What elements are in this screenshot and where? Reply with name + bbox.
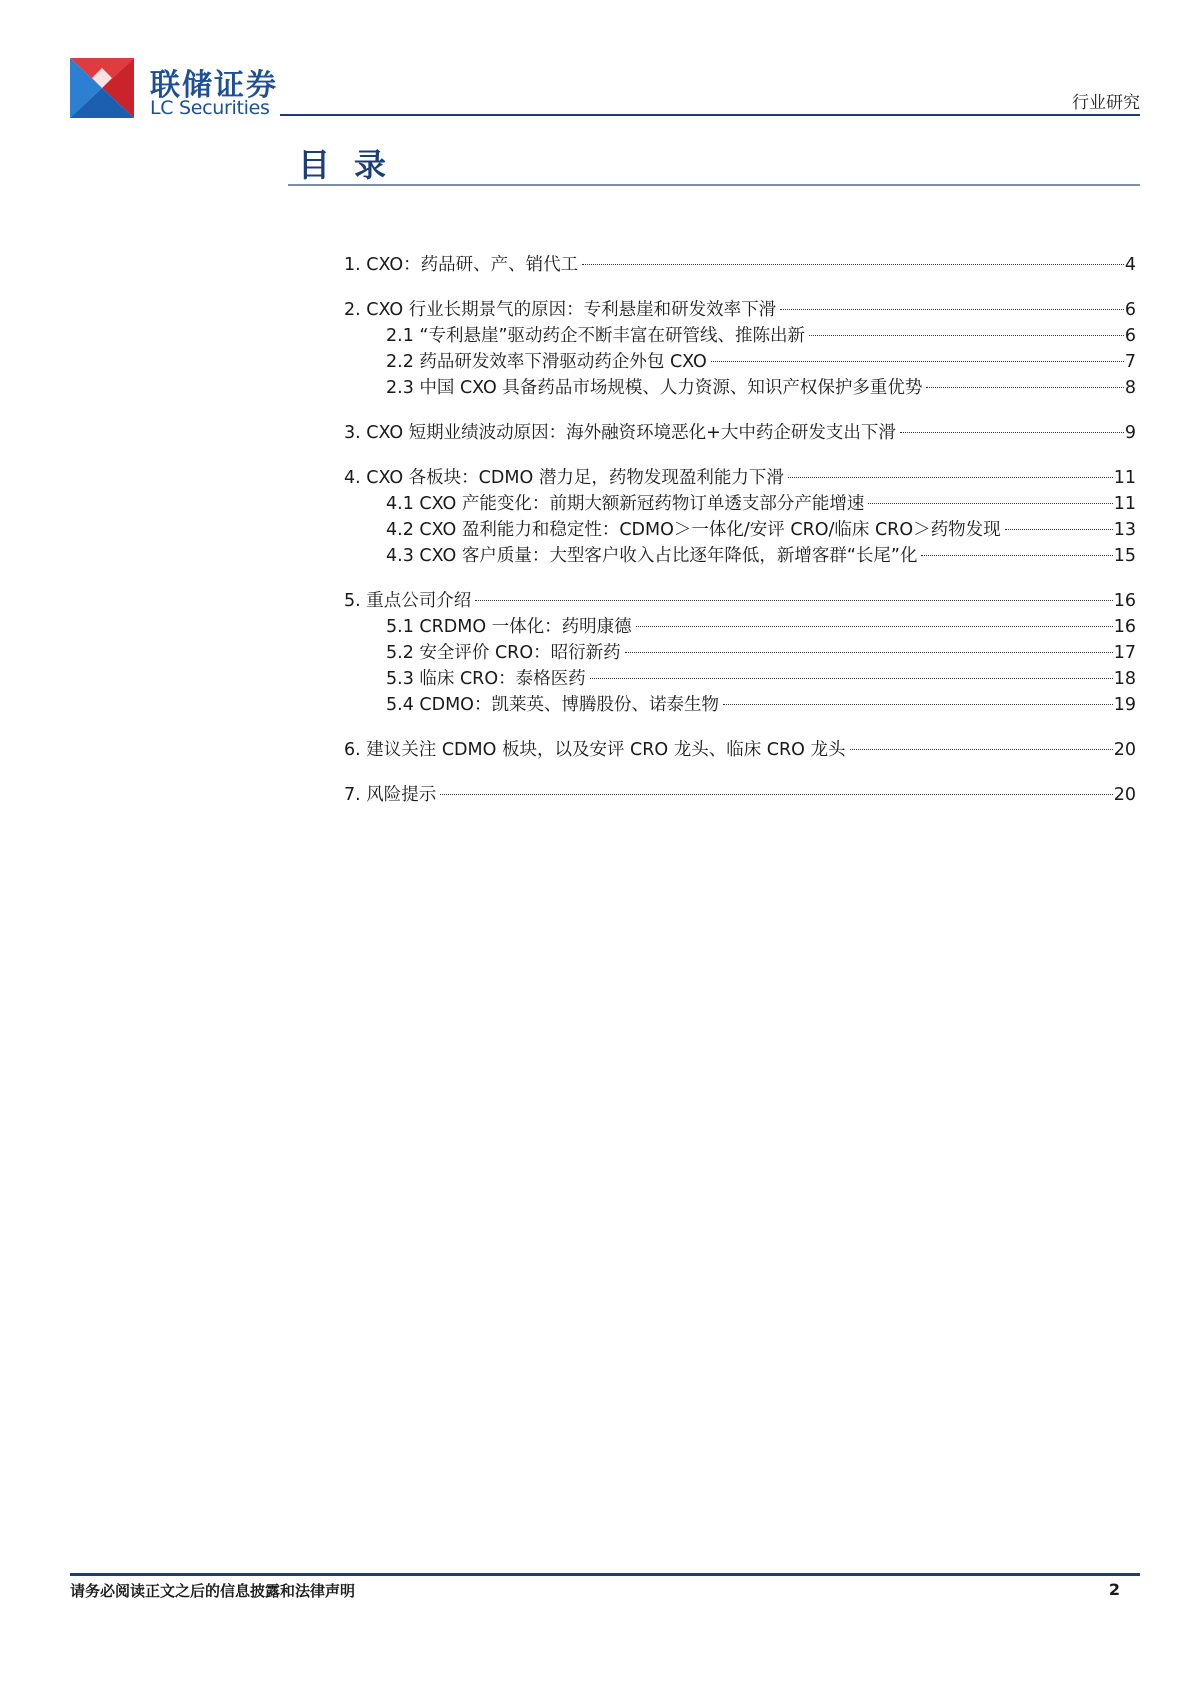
toc-dot-leader xyxy=(850,749,1113,750)
footer-divider xyxy=(70,1573,1140,1576)
toc-entry-title: 5.4 CDMO：凯莱英、博腾股份、诺泰生物 xyxy=(386,695,719,715)
brand-name-en: LC Securities xyxy=(150,97,270,119)
toc-entry-title: 3. CXO 短期业绩波动原因：海外融资环境恶化+大中药企研发支出下滑 xyxy=(344,423,896,443)
toc-entry[interactable] xyxy=(344,349,1136,375)
toc-entry-title: 6. 建议关注 CDMO 板块，以及安评 CRO 龙头、临床 CRO 龙头 xyxy=(344,740,846,760)
toc-entry-title: 2.2 药品研发效率下滑驱动药企外包 CXO xyxy=(386,352,707,372)
toc-dot-leader xyxy=(900,432,1124,433)
header-divider xyxy=(280,114,1140,116)
toc-dot-leader xyxy=(780,309,1124,310)
toc-dot-leader xyxy=(1005,529,1113,530)
toc-entry[interactable] xyxy=(344,640,1136,666)
toc-page-number: 11 xyxy=(1113,468,1136,488)
toc-dot-leader xyxy=(723,704,1113,705)
toc-page-number: 11 xyxy=(1113,494,1136,514)
toc-entry-title: 5.2 安全评价 CRO：昭衍新药 xyxy=(386,643,621,663)
title-divider xyxy=(288,184,1140,186)
toc-dot-leader xyxy=(475,600,1112,601)
toc-entry[interactable] xyxy=(344,465,1136,491)
toc-dot-leader xyxy=(926,387,1123,388)
toc-entry[interactable] xyxy=(344,297,1136,323)
table-of-contents xyxy=(344,252,1136,808)
toc-page-number: 16 xyxy=(1113,617,1136,637)
toc-title: 目录 xyxy=(298,146,411,184)
toc-page-number: 17 xyxy=(1113,643,1136,663)
toc-entry[interactable] xyxy=(344,517,1136,543)
toc-dot-leader xyxy=(921,555,1112,556)
toc-entry-title: 2.1 “专利悬崖”驱动药企不断丰富在研管线、推陈出新 xyxy=(386,326,806,346)
toc-dot-leader xyxy=(590,678,1113,679)
toc-page-number: 7 xyxy=(1124,352,1136,372)
toc-page-number: 20 xyxy=(1113,785,1136,805)
toc-entry-title: 2.3 中国 CXO 具备药品市场规模、人力资源、知识产权保护多重优势 xyxy=(386,378,923,398)
toc-entry-title: 5.1 CRDMO 一体化：药明康德 xyxy=(386,617,632,637)
toc-dot-leader xyxy=(809,335,1124,336)
toc-entry-title: 4.2 CXO 盈利能力和稳定性：CDMO＞一体化/安评 CRO/临床 CRO＞药物发现 xyxy=(386,520,1001,540)
toc-entry[interactable] xyxy=(344,252,1136,278)
page-number: 2 xyxy=(1108,1580,1120,1599)
toc-entry-title: 4.1 CXO 产能变化：前期大额新冠药物订单透支部分产能增速 xyxy=(386,494,865,514)
toc-page-number: 20 xyxy=(1113,740,1136,760)
toc-entry-title: 4.3 CXO 客户质量：大型客户收入占比逐年降低，新增客群“长尾”化 xyxy=(386,546,918,566)
toc-dot-leader xyxy=(582,264,1124,265)
toc-page-number: 15 xyxy=(1113,546,1136,566)
toc-entry[interactable] xyxy=(344,323,1136,349)
lc-securities-logo xyxy=(70,58,134,118)
toc-entry[interactable] xyxy=(344,375,1136,401)
toc-entry[interactable] xyxy=(344,543,1136,569)
toc-entry-title: 4. CXO 各板块：CDMO 潜力足，药物发现盈利能力下滑 xyxy=(344,468,784,488)
toc-page-number: 6 xyxy=(1124,326,1136,346)
footer-disclaimer: 请务必阅读正文之后的信息披露和法律声明 xyxy=(70,1582,356,1600)
report-category: 行业研究 xyxy=(1072,93,1140,113)
toc-page-number: 8 xyxy=(1124,378,1136,398)
toc-dot-leader xyxy=(711,361,1124,362)
toc-dot-leader xyxy=(868,503,1112,504)
toc-page-number: 4 xyxy=(1124,255,1136,275)
toc-entry[interactable] xyxy=(344,614,1136,640)
toc-page-number: 19 xyxy=(1113,695,1136,715)
toc-entry-title: 2. CXO 行业长期景气的原因：专利悬崖和研发效率下滑 xyxy=(344,300,777,320)
toc-entry-title: 5.3 临床 CRO：泰格医药 xyxy=(386,669,586,689)
toc-entry[interactable] xyxy=(344,782,1136,808)
toc-entry[interactable] xyxy=(344,692,1136,718)
toc-entry[interactable] xyxy=(344,588,1136,614)
toc-entry-title: 7. 风险提示 xyxy=(344,785,437,805)
toc-entry-title: 1. CXO：药品研、产、销代工 xyxy=(344,255,579,275)
toc-entry-title: 5. 重点公司介绍 xyxy=(344,591,472,611)
toc-page-number: 13 xyxy=(1113,520,1136,540)
toc-dot-leader xyxy=(636,626,1113,627)
toc-entry[interactable] xyxy=(344,737,1136,763)
toc-page-number: 6 xyxy=(1124,300,1136,320)
toc-page-number: 9 xyxy=(1124,423,1136,443)
toc-dot-leader xyxy=(788,477,1113,478)
toc-entry[interactable] xyxy=(344,420,1136,446)
toc-dot-leader xyxy=(440,794,1112,795)
toc-dot-leader xyxy=(625,652,1113,653)
toc-entry[interactable] xyxy=(344,666,1136,692)
toc-page-number: 16 xyxy=(1113,591,1136,611)
toc-entry[interactable] xyxy=(344,491,1136,517)
toc-page-number: 18 xyxy=(1113,669,1136,689)
brand-name-cn: 联储证券 xyxy=(150,68,278,103)
